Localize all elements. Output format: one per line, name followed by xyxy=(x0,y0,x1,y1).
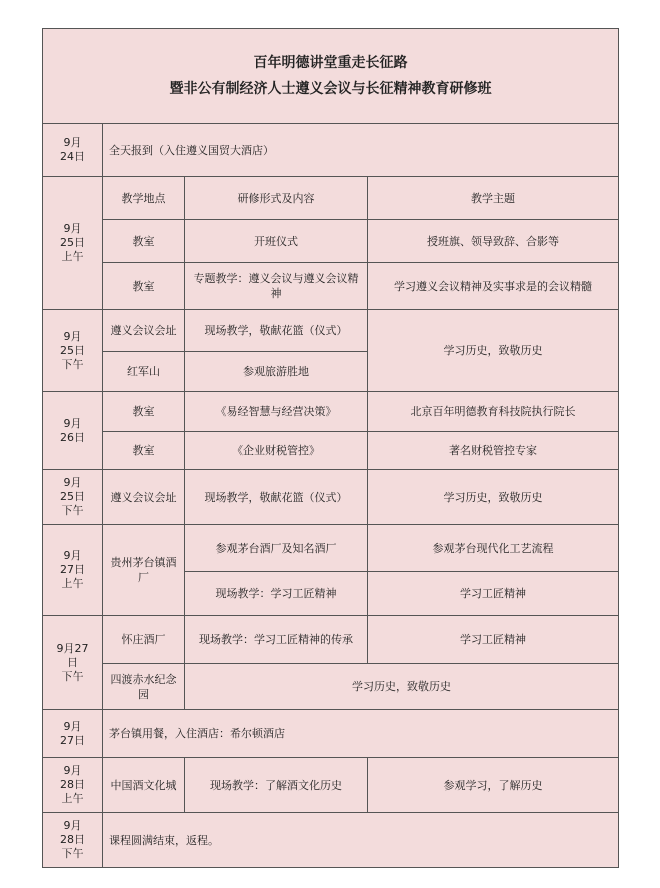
location-cell: 教室 xyxy=(103,263,185,310)
header-format: 研修形式及内容 xyxy=(185,177,368,220)
theme-cell: 学习工匠精神 xyxy=(368,572,619,616)
schedule-table xyxy=(42,28,619,868)
theme-cell: 学习遵义会议精神及实事求是的会议精髓 xyxy=(368,263,619,310)
location-cell: 遵义会议会址 xyxy=(103,470,185,525)
content-cell: 全天报到（入住遵义国贸大酒店） xyxy=(103,124,619,177)
table-row xyxy=(43,220,619,263)
format-cell: 参观茅台酒厂及知名酒厂 xyxy=(185,525,368,572)
location-cell: 怀庄酒厂 xyxy=(103,616,185,664)
location-cell: 贵州茅台镇酒厂 xyxy=(103,525,185,616)
table-title xyxy=(43,29,619,124)
format-cell: 现场教学：学习工匠精神的传承 xyxy=(185,616,368,664)
header-theme: 教学主题 xyxy=(368,177,619,220)
table-row xyxy=(43,758,619,813)
theme-cell: 著名财税管控专家 xyxy=(368,432,619,470)
location-cell: 遵义会议会址 xyxy=(103,310,185,352)
title-line-1: 百年明德讲堂重走长征路 xyxy=(253,55,408,71)
date-cell: 9月 25日 下午 xyxy=(43,310,103,392)
date-cell: 9月 28日 下午 xyxy=(43,813,103,868)
format-cell: 开班仪式 xyxy=(185,220,368,263)
table-row xyxy=(43,310,619,352)
theme-cell: 学习历史，致敬历史 xyxy=(368,470,619,525)
table-row xyxy=(43,392,619,432)
title-line-2: 暨非公有制经济人士遵义会议与长征精神教育研修班 xyxy=(169,81,492,97)
table-row xyxy=(43,616,619,664)
location-cell: 中国酒文化城 xyxy=(103,758,185,813)
date-cell: 9月27 日 下午 xyxy=(43,616,103,710)
table-row xyxy=(43,664,619,710)
location-cell: 四渡赤水纪念园 xyxy=(103,664,185,710)
date-cell: 9月 25日 上午 xyxy=(43,177,103,310)
table-row xyxy=(43,177,619,220)
format-cell: 《易经智慧与经营决策》 xyxy=(185,392,368,432)
table-row xyxy=(43,470,619,525)
table-row xyxy=(43,813,619,868)
format-cell: 现场教学：了解酒文化历史 xyxy=(185,758,368,813)
table-row xyxy=(43,263,619,310)
header-location: 教学地点 xyxy=(103,177,185,220)
format-cell: 《企业财税管控》 xyxy=(185,432,368,470)
location-cell: 教室 xyxy=(103,220,185,263)
theme-cell: 授班旗、领导致辞、合影等 xyxy=(368,220,619,263)
location-cell: 教室 xyxy=(103,432,185,470)
theme-cell: 北京百年明德教育科技院执行院长 xyxy=(368,392,619,432)
table-row xyxy=(43,432,619,470)
table-row xyxy=(43,710,619,758)
table-row xyxy=(43,525,619,572)
date-cell: 9月 25日 下午 xyxy=(43,470,103,525)
theme-cell: 参观学习，了解历史 xyxy=(368,758,619,813)
format-cell: 现场教学，敬献花篮（仪式） xyxy=(185,310,368,352)
merged-theme-cell: 学习历史，致敬历史 xyxy=(185,664,619,710)
theme-cell: 学习工匠精神 xyxy=(368,616,619,664)
format-cell: 参观旅游胜地 xyxy=(185,352,368,392)
content-cell: 茅台镇用餐，入住酒店：希尔顿酒店 xyxy=(103,710,619,758)
table-row xyxy=(43,124,619,177)
schedule-sheet xyxy=(42,28,618,868)
content-cell: 课程圆满结束，返程。 xyxy=(103,813,619,868)
format-cell: 专题教学：遵义会议与遵义会议精神 xyxy=(185,263,368,310)
date-cell: 9月 28日 上午 xyxy=(43,758,103,813)
location-cell: 红军山 xyxy=(103,352,185,392)
theme-cell: 学习历史，致敬历史 xyxy=(368,310,619,392)
date-cell: 9月 27日 上午 xyxy=(43,525,103,616)
date-cell: 9月 27日 xyxy=(43,710,103,758)
theme-cell: 参观茅台现代化工艺流程 xyxy=(368,525,619,572)
format-cell: 现场教学，敬献花篮（仪式） xyxy=(185,470,368,525)
format-cell: 现场教学：学习工匠精神 xyxy=(185,572,368,616)
date-cell: 9月 26日 xyxy=(43,392,103,470)
date-cell: 9月 24日 xyxy=(43,124,103,177)
location-cell: 教室 xyxy=(103,392,185,432)
